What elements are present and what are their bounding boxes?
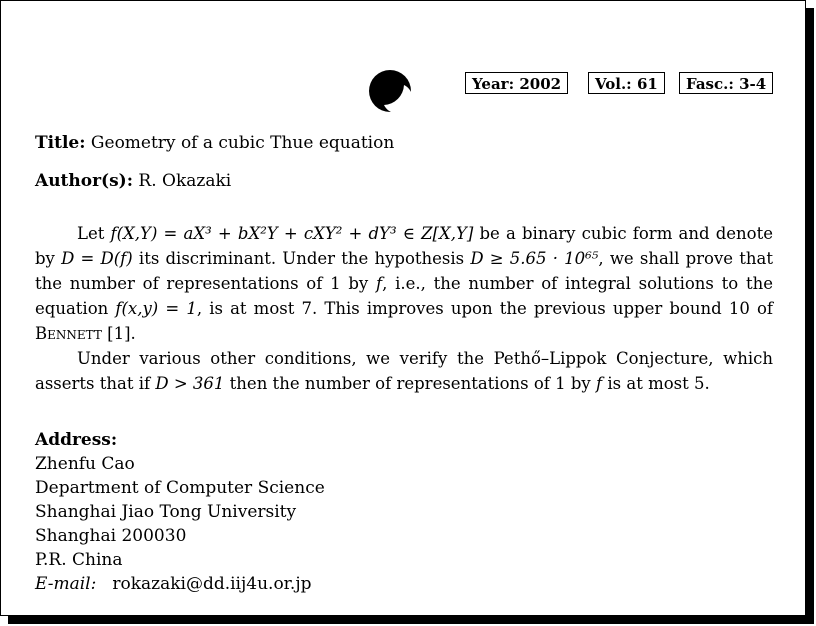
- math-formula: f(x,y) = 1: [115, 299, 197, 318]
- year-badge: Year: 2002: [465, 72, 568, 94]
- math-formula: f: [596, 374, 603, 393]
- address-line: P.R. China: [35, 550, 123, 570]
- math-formula: D ≥ 5.65 · 10⁶⁵: [470, 249, 599, 268]
- math-formula: D = D(f): [61, 249, 133, 268]
- author-name-bennett: Bennett: [35, 324, 102, 343]
- address-line: Shanghai 200030: [35, 526, 187, 546]
- authors-label: Author(s):: [35, 171, 133, 191]
- authors-line: [35, 171, 231, 191]
- math-formula: f(X,Y) = aX³ + bX²Y + cXY² + dY³ ∈ Z[X,Y]: [110, 224, 474, 243]
- address-line: Department of Computer Science: [35, 478, 325, 498]
- abstract-paragraph-2: Under various other conditions, we verify the Pethő–Lippok Conjecture, which asserts that if D > 361 then the number of representations of 1 by f is at most 5.: [35, 349, 773, 393]
- email-line: [35, 572, 325, 596]
- volume-badge: Vol.: 61: [588, 72, 665, 94]
- address-line: Shanghai Jiao Tong University: [35, 502, 297, 522]
- title-label: Title:: [35, 133, 86, 153]
- address-line: Zhenfu Cao: [35, 454, 135, 474]
- authors-value: R. Okazaki: [138, 171, 232, 191]
- abstract: [35, 221, 773, 396]
- journal-logo-icon: [368, 69, 412, 113]
- abstract-paragraph-1: Let f(X,Y) = aX³ + bX²Y + cXY² + dY³ ∈ Z[X,Y] be a binary cubic form and denote by D = D(f) its discriminant. Under the hypothesis D ≥ 5.65 · 10⁶⁵, we shall prove that the number of representations of 1 by f, i.e., the number of integral solutions to the equation f(x,y) = 1, is at most 7. This improves upon the previous upper bound 10 of Bennett [1].: [35, 224, 773, 343]
- math-formula: f: [375, 274, 383, 293]
- address-label: Address:: [35, 430, 118, 450]
- email-value: rokazaki@dd.iij4u.or.jp: [112, 574, 312, 594]
- paper-title: Geometry of a cubic Thue equation: [90, 133, 395, 153]
- address-block: [35, 428, 325, 596]
- fascicle-badge: Fasc.: 3-4: [679, 72, 773, 94]
- email-label: E-mail:: [35, 574, 97, 594]
- page-shadow-right: [806, 8, 814, 622]
- math-formula: D > 361: [155, 374, 225, 393]
- page-shadow-bottom: [8, 616, 814, 624]
- title-line: [35, 133, 394, 153]
